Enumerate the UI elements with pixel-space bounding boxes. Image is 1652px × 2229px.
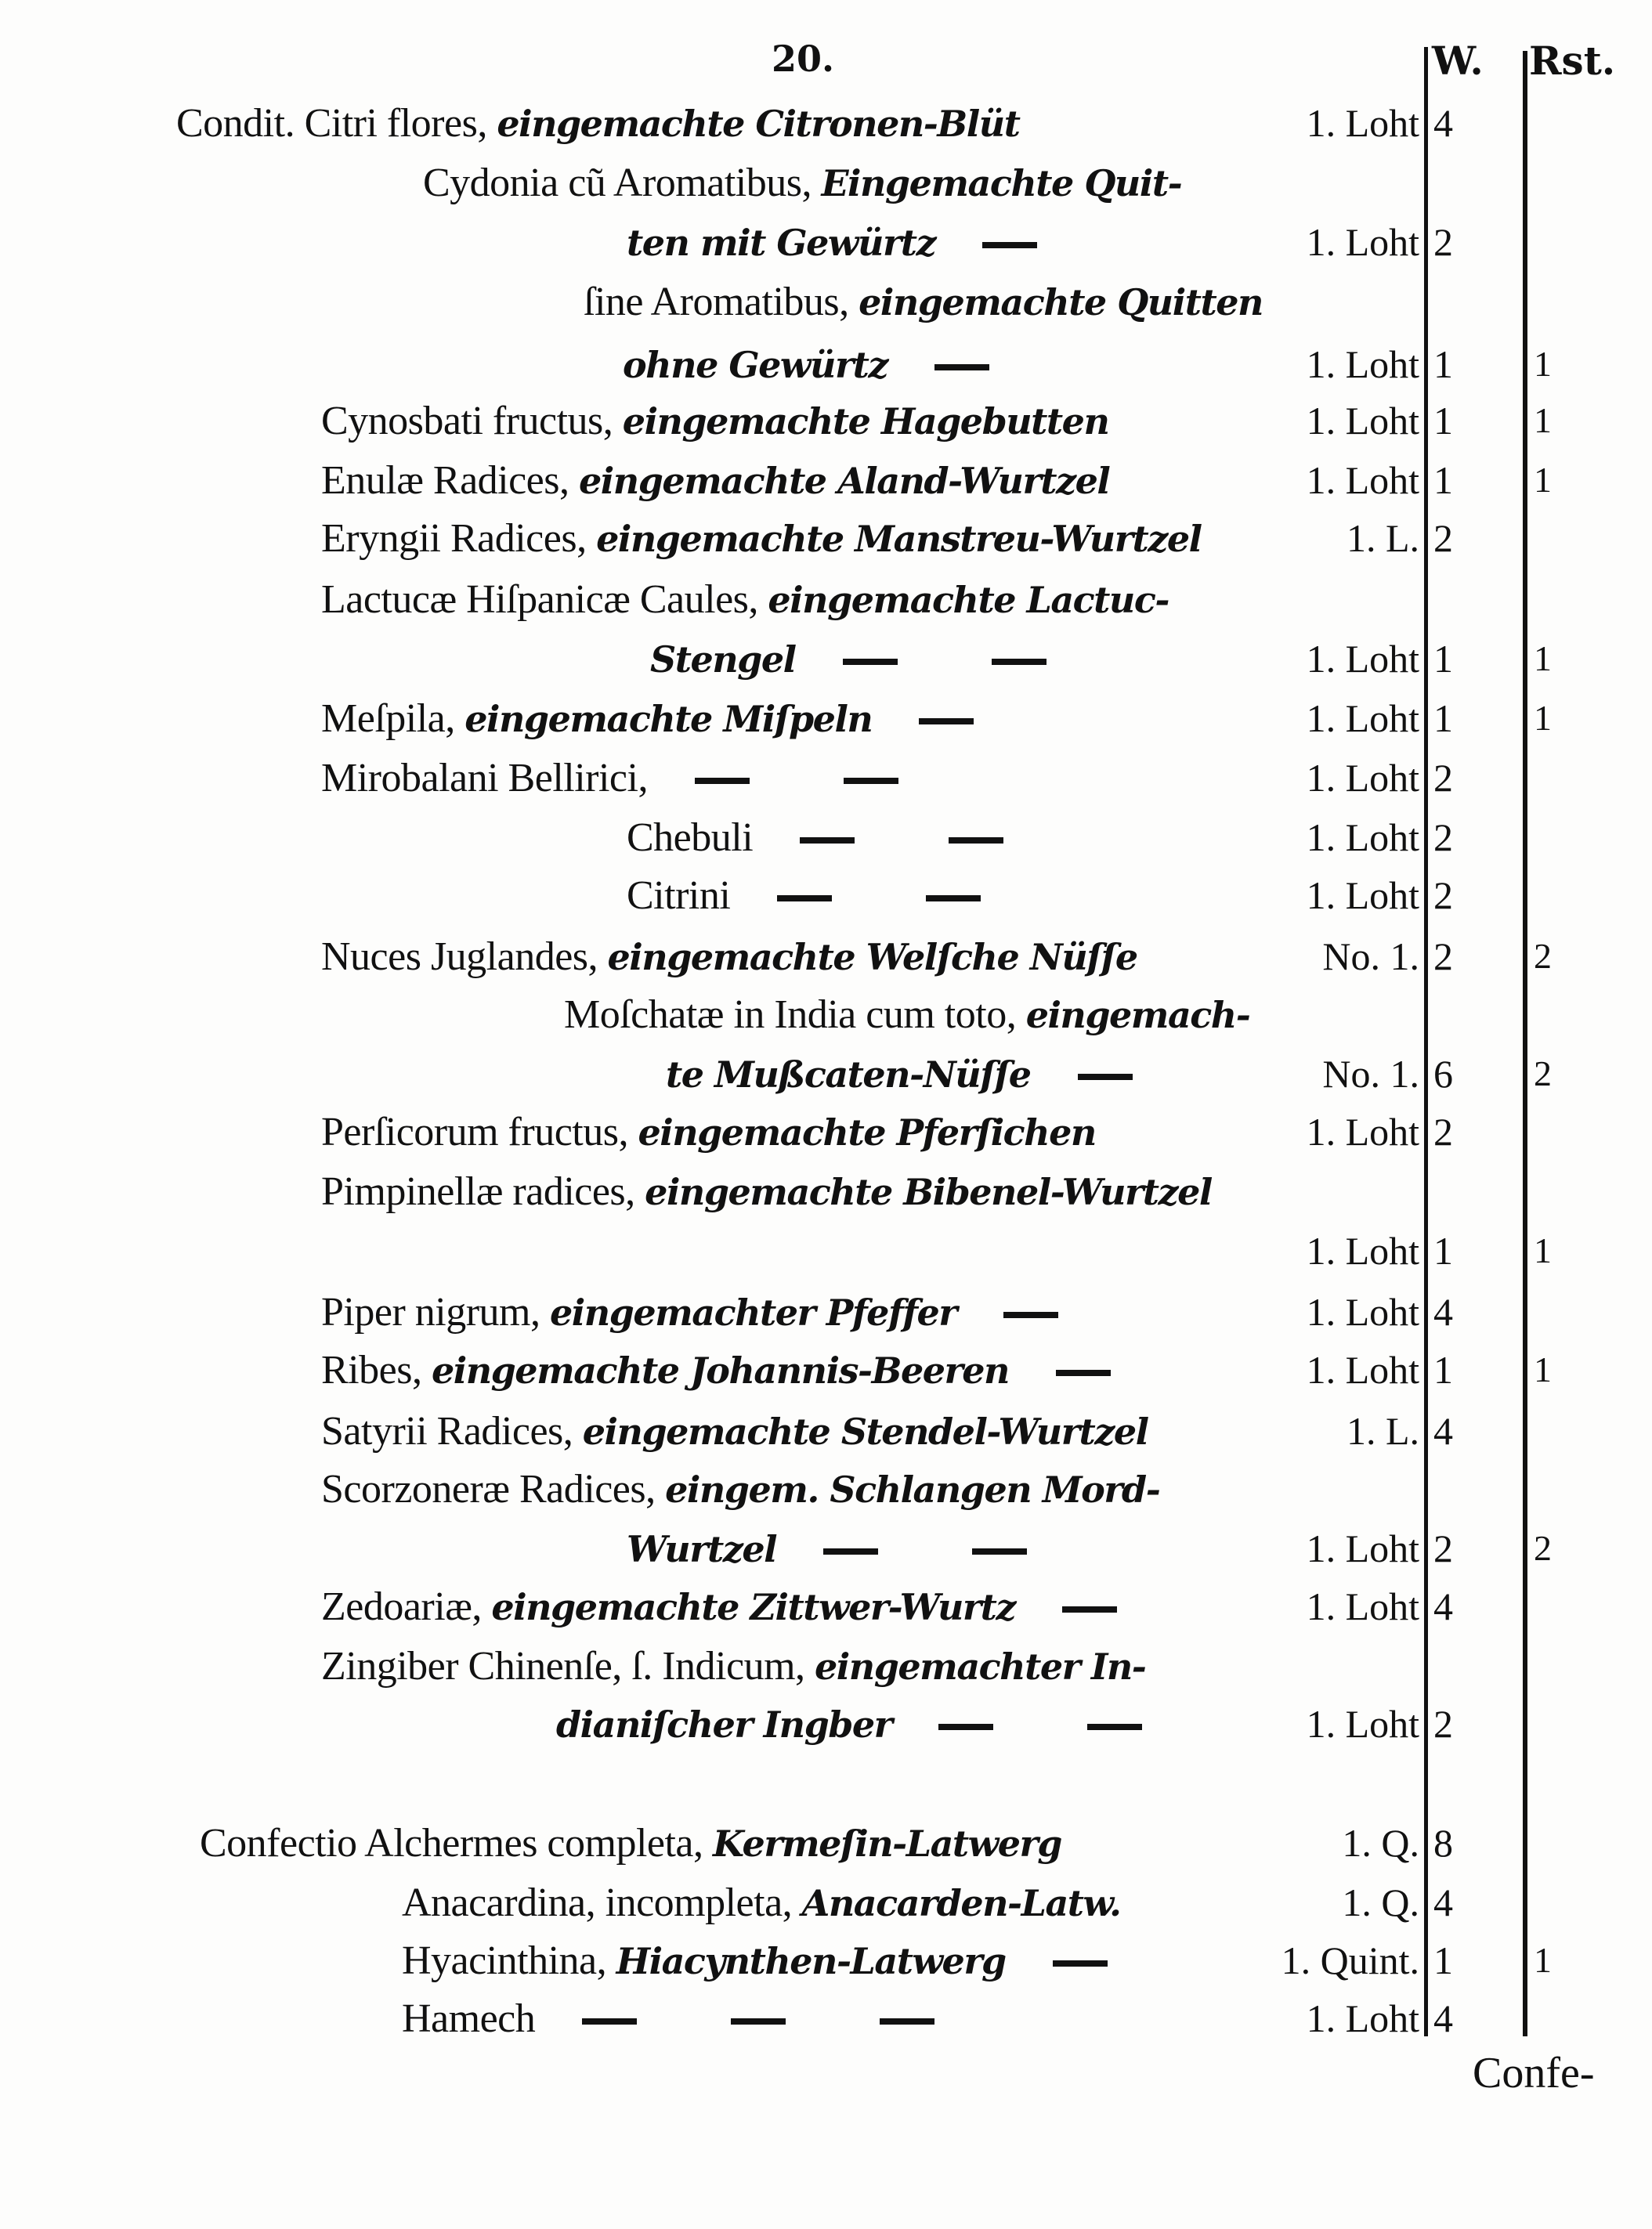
entry-row	[0, 1933, 1652, 1988]
german-name: eingem. Schlangen Mord-	[665, 1469, 1160, 1511]
unit-quantity: 1. Loht	[1306, 873, 1419, 917]
price-w: 4	[1433, 1584, 1453, 1628]
german-name: dianiſcher Ingber	[556, 1703, 892, 1746]
leader-dash	[823, 1548, 878, 1555]
latin-name: Meſpila,	[321, 696, 465, 741]
entry-row	[0, 929, 1652, 984]
german-name: ohne Gewürtz	[623, 344, 888, 386]
leader-dash	[695, 778, 750, 784]
german-name: eingemachte Bibenel-Wurtzel	[645, 1171, 1212, 1213]
entry-row	[0, 1991, 1652, 2046]
entry-row	[0, 1875, 1652, 1930]
price-w: 1	[1433, 458, 1453, 502]
leader-dash	[844, 778, 898, 784]
price-rst: 1	[1534, 400, 1552, 440]
entry-row	[0, 1284, 1652, 1339]
latin-name: Cynosbati fructus,	[321, 399, 623, 443]
price-w: 1	[1433, 1938, 1453, 1982]
latin-name: Lactucæ Hiſpanicæ Caules,	[321, 577, 768, 622]
entry-text	[321, 929, 1137, 984]
german-name: Hiacynthen-Latwerg	[616, 1940, 1006, 1982]
latin-name: Confectio Alchermes completa,	[200, 1821, 714, 1866]
entry-text	[666, 1046, 1180, 1102]
german-name: Kermeſin-Latwerg	[713, 1823, 1061, 1865]
entry-text	[627, 868, 1028, 923]
entry-row	[0, 1404, 1652, 1458]
unit-quantity: 1. Loht	[1306, 1348, 1419, 1392]
latin-name: Satyrii Radices,	[321, 1409, 583, 1454]
entry-row	[0, 1815, 1652, 1870]
unit-quantity: 1. Loht	[1306, 696, 1419, 740]
entry-text	[321, 750, 945, 806]
latin-name: Hamech	[402, 1996, 536, 2041]
price-w: 2	[1433, 934, 1453, 978]
leader-dash	[777, 895, 832, 901]
latin-name: Enulæ Radices,	[321, 458, 580, 503]
latin-name: ſine Aromatibus,	[584, 280, 859, 324]
latin-name: Eryngii Radices,	[321, 516, 597, 561]
leader-dash	[919, 718, 974, 724]
entry-text	[321, 1284, 1105, 1340]
entry-text	[402, 1933, 1155, 1989]
unit-quantity: 1. Loht	[1306, 1584, 1419, 1628]
price-w: 1	[1433, 1229, 1453, 1273]
entry-row	[0, 393, 1652, 448]
german-name: eingemachte Zittwer-Wurtz	[491, 1586, 1016, 1628]
german-name: eingemachte Aland-Wurtzel	[579, 460, 1110, 502]
price-w: 2	[1433, 815, 1453, 859]
leader-dash	[934, 364, 989, 370]
unit-quantity: 1. Q.	[1342, 1880, 1419, 1924]
price-rst: 1	[1534, 460, 1552, 500]
entry-text	[321, 393, 1108, 449]
unit-quantity: 1. Loht	[1306, 637, 1419, 681]
german-name: Wurtzel	[627, 1528, 777, 1570]
entry-row	[0, 511, 1652, 565]
price-w: 4	[1433, 1290, 1453, 1334]
entry-text	[321, 691, 1021, 746]
latin-name: Perſicorum fructus,	[321, 1110, 638, 1154]
price-rst: 1	[1534, 344, 1552, 384]
entry-text	[627, 215, 1084, 270]
price-rst: 1	[1534, 1940, 1552, 1980]
unit-quantity: 1. L.	[1346, 1409, 1419, 1453]
german-name: eingemachte Citronen-Blüt	[497, 103, 1020, 145]
unit-quantity: 1. Loht	[1306, 342, 1419, 386]
unit-quantity: 1. Loht	[1306, 1526, 1419, 1570]
price-rst: 2	[1534, 936, 1552, 976]
leader-dash	[880, 2018, 934, 2025]
german-name: eingemachte Miſpeln	[465, 698, 873, 740]
page-number: 20.	[772, 38, 835, 80]
unit-quantity: 1. Loht	[1306, 1702, 1419, 1746]
latin-name: Zedoariæ,	[321, 1584, 492, 1629]
latin-name: Mirobalani Bellirici,	[321, 756, 648, 800]
german-name: eingemachte Pferſichen	[638, 1111, 1096, 1154]
german-name: eingemachte Lactuc-	[768, 579, 1169, 621]
german-name: eingemach-	[1025, 994, 1250, 1036]
entry-text	[321, 1461, 1159, 1517]
column-header-w: W.	[1432, 38, 1484, 84]
price-w: 4	[1433, 1880, 1453, 1924]
price-w: 4	[1433, 101, 1453, 145]
entry-row	[0, 1579, 1652, 1634]
latin-name: Chebuli	[627, 815, 754, 860]
entry-row	[0, 1696, 1652, 1751]
entry-row	[0, 1223, 1652, 1278]
entry-row	[0, 987, 1652, 1042]
german-name: eingemachter Pfeffer	[549, 1292, 957, 1334]
price-w: 2	[1433, 516, 1453, 560]
unit-quantity: 1. Loht	[1306, 458, 1419, 502]
latin-name: Citrini	[627, 873, 731, 918]
entry-row	[0, 453, 1652, 508]
entry-row	[0, 868, 1652, 923]
german-name: eingemachte Quitten	[859, 281, 1263, 323]
german-name: eingemachte Johannis-Beeren	[431, 1349, 1009, 1392]
entry-text	[402, 1875, 1121, 1931]
german-name: ten mit Gewürtz	[627, 222, 936, 264]
german-name: Anacarden-Latw.	[801, 1882, 1121, 1924]
leader-dash	[843, 659, 898, 665]
leader-dash	[1078, 1074, 1133, 1080]
unit-quantity: 1. Loht	[1306, 1996, 1419, 2040]
entry-row	[0, 1342, 1652, 1397]
entry-text	[176, 96, 1019, 151]
german-name: te Mußcaten-Nüſſe	[666, 1053, 1031, 1096]
leader-dash	[926, 895, 981, 901]
latin-name: Ribes,	[321, 1348, 432, 1393]
entry-text	[321, 1104, 1096, 1160]
leader-dash	[1087, 1724, 1142, 1730]
price-w: 1	[1433, 1348, 1453, 1392]
latin-name: Piper nigrum,	[321, 1290, 550, 1335]
entry-row	[0, 96, 1652, 150]
entry-row	[0, 631, 1652, 686]
german-name: eingemachte Hagebutten	[622, 400, 1109, 443]
entry-row	[0, 1104, 1652, 1159]
entry-row	[0, 155, 1652, 210]
leader-dash	[972, 1548, 1027, 1555]
unit-quantity: 1. Loht	[1306, 220, 1419, 264]
entry-text	[402, 1991, 981, 2047]
leader-dash	[992, 659, 1047, 665]
latin-name: Nuces Juglandes,	[321, 934, 608, 979]
entry-text	[321, 1579, 1164, 1635]
entry-text	[650, 631, 1094, 687]
price-w: 2	[1433, 220, 1453, 264]
price-rst: 1	[1534, 1230, 1552, 1270]
price-w: 2	[1433, 1110, 1453, 1154]
entry-text	[200, 1815, 1061, 1871]
price-rst: 1	[1534, 1349, 1552, 1389]
entry-text	[321, 1404, 1148, 1459]
price-w: 2	[1433, 1526, 1453, 1570]
german-name: eingemachte Stendel-Wurtzel	[582, 1411, 1148, 1453]
unit-quantity: 1. Loht	[1306, 1229, 1419, 1273]
leader-dash	[1056, 1370, 1111, 1376]
entry-text	[321, 453, 1109, 508]
leader-dash	[938, 1724, 993, 1730]
unit-quantity: 1. Loht	[1306, 399, 1419, 443]
latin-name: Anacardina, incompleta,	[402, 1880, 802, 1925]
entry-row	[0, 1046, 1652, 1101]
unit-quantity: 1. Q.	[1342, 1821, 1419, 1865]
german-name: Eingemachte Quit-	[821, 162, 1182, 204]
leader-dash	[1003, 1312, 1058, 1318]
entry-row	[0, 810, 1652, 865]
entry-text	[556, 1696, 1189, 1752]
leader-dash	[800, 837, 855, 844]
unit-quantity: 1. Loht	[1306, 1110, 1419, 1154]
entry-text	[423, 155, 1181, 211]
latin-name: Moſchatæ in India cum toto,	[564, 992, 1026, 1037]
entry-text	[584, 274, 1263, 330]
price-w: 6	[1433, 1052, 1453, 1096]
price-w: 2	[1433, 873, 1453, 917]
entry-row	[0, 572, 1652, 627]
leader-dash	[1062, 1606, 1117, 1613]
german-name: eingemachte Manstreu-Wurtzel	[596, 518, 1202, 560]
price-w: 1	[1433, 637, 1453, 681]
entry-text	[627, 1521, 1074, 1577]
price-rst: 1	[1534, 698, 1552, 738]
price-w: 2	[1433, 1702, 1453, 1746]
leader-dash	[582, 2018, 637, 2025]
entry-row	[0, 215, 1652, 269]
column-header-rst: Rst.	[1529, 38, 1616, 84]
entry-row	[0, 1638, 1652, 1693]
price-rst: 2	[1534, 1053, 1552, 1093]
latin-name: Pimpinellæ radices,	[321, 1169, 645, 1214]
price-w: 4	[1433, 1996, 1453, 2040]
entry-text	[321, 1164, 1212, 1219]
unit-quantity: 1. Quint.	[1281, 1938, 1419, 1982]
leader-dash	[949, 837, 1003, 844]
entry-text	[627, 810, 1050, 865]
latin-name: Zingiber Chinenſe, ſ. Indicum,	[321, 1644, 815, 1689]
german-name: eingemachte Welſche Nüſſe	[607, 936, 1137, 978]
unit-quantity: 1. Loht	[1306, 1290, 1419, 1334]
latin-name: Scorzoneræ Radices,	[321, 1467, 666, 1512]
unit-quantity: 1. L.	[1346, 516, 1419, 560]
price-rst: 2	[1534, 1528, 1552, 1568]
unit-quantity: No. 1.	[1322, 1052, 1419, 1096]
entry-row	[0, 337, 1652, 392]
entry-row	[0, 691, 1652, 746]
latin-name: Hyacinthina,	[402, 1938, 616, 1983]
price-w: 4	[1433, 1409, 1453, 1453]
unit-quantity: 1. Loht	[1306, 101, 1419, 145]
entry-row	[0, 1461, 1652, 1516]
leader-dash	[1053, 1960, 1108, 1967]
price-rst: 1	[1534, 638, 1552, 678]
latin-name: Condit. Citri flores,	[176, 101, 497, 146]
entry-row	[0, 750, 1652, 805]
entry-row	[0, 274, 1652, 329]
catchword: Confe-	[1473, 2049, 1595, 2097]
unit-quantity: No. 1.	[1322, 934, 1419, 978]
entry-text	[623, 337, 1036, 392]
german-name: Stengel	[650, 638, 796, 681]
entry-row	[0, 1164, 1652, 1219]
entry-text	[321, 572, 1169, 627]
german-name: eingemachter In-	[815, 1646, 1146, 1688]
price-w: 1	[1433, 342, 1453, 386]
price-w: 2	[1433, 756, 1453, 800]
price-w: 1	[1433, 399, 1453, 443]
leader-dash	[982, 242, 1037, 248]
price-w: 8	[1433, 1821, 1453, 1865]
entry-text	[321, 1342, 1158, 1398]
unit-quantity: 1. Loht	[1306, 756, 1419, 800]
unit-quantity: 1. Loht	[1306, 815, 1419, 859]
price-w: 1	[1433, 696, 1453, 740]
entry-text	[321, 1638, 1145, 1694]
latin-name: Cydonia cũ Aromatibus,	[423, 161, 822, 205]
leader-dash	[731, 2018, 786, 2025]
entry-text	[564, 987, 1249, 1042]
entry-row	[0, 1521, 1652, 1576]
entry-text	[321, 511, 1202, 566]
